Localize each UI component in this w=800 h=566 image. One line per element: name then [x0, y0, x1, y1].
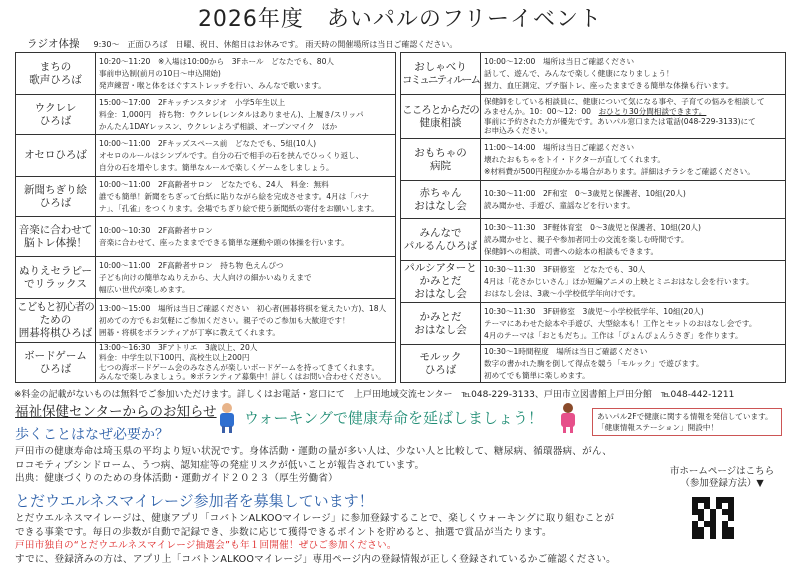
- event-line-text: 料金：中学生以下100円、高校生以上200円: [99, 352, 250, 362]
- fee-note: ※料金の記載がないものは無料でご参加いただけます。詳しくはお電話・窓口にて 上戸田地域交流センター ℡048-229-3133、戸田市立図書館上戸田分館 ℡048-442-1211: [14, 390, 735, 400]
- event-line: [99, 363, 392, 373]
- event-line: [484, 288, 782, 300]
- event-line-text: 子ども向けの簡単なぬりえから、大人向けの細かいぬりえまで: [99, 272, 312, 282]
- event-line: [484, 117, 782, 127]
- qr-caption-line: 市ホームページはこちら: [669, 466, 775, 477]
- event-line-text: 発声練習・喉と体をほぐすストレッチを行い、みんなで歌います。: [99, 80, 326, 90]
- event-line: [484, 306, 782, 318]
- event-description: [96, 95, 396, 135]
- event-line-text: 幅広い世代が楽しめます。: [99, 284, 190, 294]
- event-line: [484, 80, 782, 92]
- event-name-line: 脳トレ体操！: [24, 236, 87, 249]
- event-line: [484, 200, 782, 212]
- event-line: [484, 107, 782, 117]
- event-line-text: 保健師への相談、司書への絵本の相談もできます。: [484, 246, 659, 256]
- event-name-line: オセロひろば: [24, 149, 87, 161]
- event-line: [99, 191, 392, 203]
- event-line: [484, 188, 782, 200]
- event-line-text: 10:30～11:30 3F研修室 どなたでも、30人: [484, 264, 646, 274]
- event-line: [99, 162, 392, 174]
- event-description: [481, 53, 786, 95]
- event-line-text: 料金：1,000円 持ち物：ウクレレ(レンタルはありません)、上履き/スリッパ: [99, 109, 364, 119]
- mileage-paragraph: [15, 512, 616, 566]
- event-name: [16, 95, 96, 135]
- event-line: [99, 372, 392, 382]
- event-line-text: 読み聞かせと、親子や参加者同士の交流を楽しむ時間です。: [484, 234, 689, 244]
- walk-line: 戸田市の健康寿命は埼玉県の平均より短い状況です。身体活動・運動の量が多い人は、少ない人と比較して、糖尿病、循環器病、がん、: [15, 446, 613, 457]
- event-line-text: お申込みください。: [484, 126, 553, 136]
- event-line-text: 13:00～15:00 場所は当日ご確認ください 初心者(囲碁将棋を覚えたい方)、18人: [99, 303, 387, 313]
- event-line: [484, 276, 782, 288]
- event-line: [484, 346, 782, 358]
- event-row: [16, 299, 396, 343]
- walk-heading: 歩くことはなぜ必要か？: [15, 427, 169, 443]
- event-line: [99, 303, 392, 315]
- event-line-text: みんなで楽しみましょう。※ボランティア募集中！詳しくはお問い合わせください。: [99, 372, 386, 382]
- qr-caption: [662, 466, 782, 490]
- event-row: [401, 95, 786, 139]
- event-description: [96, 53, 396, 95]
- event-name: [16, 53, 96, 95]
- event-name: [401, 53, 481, 95]
- mileage-lottery-line: 戸田市独自の“とだウエルネスマイレージ抽選会”も年１回開催！ぜひご参加ください。: [15, 540, 397, 551]
- event-line-text: 10:00～12:00 場所は当日ご確認ください: [484, 56, 635, 66]
- event-name: [401, 139, 481, 181]
- event-line-text: 数字の書かれた駒を倒して得点を競う「モルック」で遊びます。: [484, 358, 704, 368]
- event-line: [484, 264, 782, 276]
- radio-text: 9:30～ 正面ひろば 日曜、祝日、休館日はお休みです。 雨天時の開催場所は当日ご確認ください。: [93, 40, 458, 49]
- event-line-text: 初めてでも簡単に楽しめます。: [484, 370, 590, 380]
- event-line-text: テーマにあわせた絵本や手遊び、大型絵本も！工作とセットのおはなし会です。: [484, 318, 757, 328]
- event-name: [401, 219, 481, 261]
- event-line: [484, 318, 782, 330]
- left-event-table: [15, 52, 396, 383]
- event-name-line: かみとだ: [419, 275, 462, 287]
- event-row: [16, 217, 396, 257]
- event-name-line: パルシアターと: [404, 262, 477, 274]
- event-line-text: 4月は「花さかじいさん」ほか短編アニメの上映とミニおはなし会を行います。: [484, 276, 754, 286]
- event-description: [96, 299, 396, 343]
- event-name: [401, 261, 481, 303]
- event-name-line: おはなし会: [414, 323, 467, 336]
- event-line: [99, 272, 392, 284]
- walk-line: ロコモティブシンドローム、うつ病、認知症等の発症リスクが低いことが報告されています。: [15, 459, 425, 471]
- event-line-text: オセロのルールはシンプルです。自分の石で相手の石を挟んでひっくり返し、: [99, 150, 364, 160]
- event-line-text: 10:30～11:00 2F和室 0～3歳児と保護者、10組(20人): [484, 188, 686, 198]
- event-row: [401, 303, 786, 345]
- event-line: [99, 179, 392, 191]
- event-row: [16, 135, 396, 177]
- event-line: [484, 358, 782, 370]
- event-row: [401, 219, 786, 261]
- event-line: [484, 246, 782, 258]
- event-line-text: 15:00～17:00 2Fキッチンスタジオ 小学5年生以上: [99, 97, 286, 107]
- event-line: [99, 284, 392, 296]
- event-name: [16, 257, 96, 299]
- event-line-text: 読み聞かせ、手遊び、童謡などを行います。: [484, 200, 635, 210]
- radio-label: ラジオ体操: [27, 38, 80, 50]
- event-line-text: 誰でも簡単！新聞をちぎって台紙に貼りながら絵を完成させます。4月は「バナ: [99, 191, 370, 201]
- event-name-line: コミュニティルーム: [402, 73, 480, 86]
- event-description: [96, 135, 396, 177]
- infobox-line: 「健康情報ステーション」開設中！: [597, 423, 719, 432]
- consult-duration: おひとり30分間相談できます。: [598, 106, 707, 116]
- right-event-table: [400, 52, 786, 383]
- event-name-line: 赤ちゃん: [419, 186, 462, 199]
- event-line-text: みませんか。10：00～12：00: [484, 106, 599, 116]
- event-row: [16, 95, 396, 135]
- event-line: [99, 203, 392, 215]
- event-name-line: ひろば: [39, 196, 72, 209]
- event-name: [16, 135, 96, 177]
- event-line: [99, 237, 392, 249]
- event-line-text: 10:00～11:00 2F高齢者サロン 持ち物 色えんぴつ: [99, 260, 284, 270]
- event-line: [484, 370, 782, 382]
- event-line-text: 話して、遊んで、みんなで楽しく健康になりましょう！: [484, 68, 674, 78]
- event-name-line: ひろば: [39, 114, 72, 127]
- event-name: [16, 177, 96, 217]
- event-line: [484, 56, 782, 68]
- event-row: [16, 257, 396, 299]
- event-line-text: 握力、血圧測定、プチ脳トレ、座ったままできる簡単な体操も行います。: [484, 80, 734, 90]
- event-line-text: 自分の石を増やします。簡単なルールで楽しくゲームをしましょう。: [99, 162, 334, 172]
- event-line-text: 事前に予約された方が優先です。あいパル窓口または電話(048-229-3133)にて: [484, 116, 756, 126]
- event-row: [401, 345, 786, 383]
- event-name: [401, 95, 481, 139]
- event-line-text: ※材料費が500円程度かかる場合があります。詳細はチラシをご確認ください。: [484, 166, 755, 176]
- event-name: [401, 345, 481, 383]
- page-title: 2026年度 あいパルのフリーイベント: [197, 7, 603, 32]
- event-description: [481, 219, 786, 261]
- walking-woman-icon: [557, 403, 579, 433]
- mileage-line: すでに、登録済みの方は、アプリ上「コバトンALKOOマイレージ」専用ページ内の登録情報が正しく登録されているかご確認ください。: [15, 553, 616, 565]
- event-row: [16, 343, 396, 383]
- event-name: [16, 343, 96, 383]
- event-line: [99, 138, 392, 150]
- event-description: [96, 217, 396, 257]
- event-name-line: 健康相談: [419, 116, 462, 129]
- event-name-line: ウクレレ: [34, 101, 77, 114]
- event-line-text: 事前申込制(前月の10日～申込開始): [99, 68, 221, 78]
- event-name-line: でリラックス: [24, 277, 87, 290]
- infobox-line: あいパル2Fで健康に関する情報を発信しています。: [597, 412, 773, 421]
- event-name-line: 新聞ちぎり絵: [24, 183, 87, 196]
- event-name-line: おもちゃの: [414, 146, 467, 159]
- event-row: [16, 177, 396, 217]
- event-name: [401, 303, 481, 345]
- event-line-text: 10:00～11:00 2F高齢者サロン どなたでも、24人 料金：無料: [99, 179, 329, 189]
- event-line: [484, 126, 782, 136]
- event-name-line: こどもと初心者の: [17, 301, 94, 313]
- walk-paragraph: [15, 445, 612, 486]
- event-line: [99, 353, 392, 363]
- event-name-line: 音楽に合わせて: [18, 223, 93, 236]
- event-line: [99, 343, 392, 353]
- event-name-line: 病院: [430, 159, 451, 172]
- event-line-text: かんたん1DAYレッスン、ウクレレよろず相談、オープンマイク ほか: [99, 121, 338, 131]
- event-name-line: こころとからだの: [402, 103, 479, 116]
- event-line: [484, 97, 782, 107]
- event-name: [16, 299, 96, 343]
- event-line: [99, 97, 392, 109]
- event-line-text: 4月のテーマは「おともだち」。工作は「ぴょんぴょんうさぎ」を作ります。: [484, 330, 743, 340]
- health-station-box: [592, 408, 782, 436]
- event-line: [99, 56, 392, 68]
- mileage-heading: とだウエルネスマイレージ参加者を募集しています！: [15, 492, 374, 510]
- event-name-line: パルるんひろば: [403, 239, 478, 252]
- event-line-text: おはなし会は、3歳～小学校低学年向けです。: [484, 288, 641, 298]
- event-line-text: 10:00～11:00 2Fキッズスペース前 どなたでも、5組(10人): [99, 138, 317, 148]
- event-line-text: 初めての方でもお気軽にご参加ください。親子でのご参加も大歓迎です！: [99, 315, 350, 325]
- event-name-line: ぬりえセラピー: [18, 264, 93, 277]
- event-line-text: 囲碁・将棋をボランティアが丁寧に教えてくれます。: [99, 327, 281, 337]
- event-row: [16, 53, 396, 95]
- event-name: [16, 217, 96, 257]
- event-line-text: 壊れたおもちゃをトイ・ドクターが直してくれます。: [484, 154, 665, 164]
- event-line: [99, 68, 392, 80]
- event-line: [99, 80, 392, 92]
- event-line-text: 10:30～11:30 3F軽体育室 0～3歳児と保護者、10組(20人): [484, 222, 701, 232]
- event-name-line: 歌声ひろば: [29, 73, 82, 86]
- event-line: [484, 222, 782, 234]
- event-row: [401, 53, 786, 95]
- event-line: [99, 260, 392, 272]
- event-description: [481, 261, 786, 303]
- event-line: [484, 166, 782, 178]
- event-line-text: 10:20～11:20 ※入場は10:00から 3Fホール どなたでも、80人: [99, 56, 335, 66]
- qr-module: [728, 533, 734, 539]
- event-line: [99, 327, 392, 339]
- event-line-text: 10:30～11:30 3F研修室 3歳児～小学校低学年、10組(20人): [484, 306, 704, 316]
- notice-heading: 福祉保健センターからのお知らせ: [15, 404, 217, 420]
- walk-line: 出典：健康づくりのための身体活動・運動ガイド２０２３（厚生労働省）: [15, 473, 338, 484]
- event-name-line: ひろば: [39, 362, 72, 375]
- walking-banner-text: ウォーキングで健康寿命を延ばしましょう！: [244, 409, 543, 427]
- event-line-text: 音楽に合わせて、座ったままでできる簡単な運動や頭の体操を行います。: [99, 237, 349, 247]
- event-name-line: 囲碁将棋ひろば: [18, 327, 93, 339]
- event-line: [484, 68, 782, 80]
- event-row: [401, 181, 786, 219]
- event-line-text: 七つの海ボードゲーム会のみなさんが楽しいボードゲームを持ってきてくれます。: [99, 362, 380, 372]
- event-name-line: おはなし会: [414, 288, 467, 300]
- qr-caption-line: （参加登録方法）▼: [680, 478, 764, 489]
- walking-man-icon: [216, 403, 238, 433]
- event-name-line: まちの: [39, 60, 72, 73]
- event-line: [99, 225, 392, 237]
- event-row: [401, 139, 786, 181]
- event-description: [481, 345, 786, 383]
- radio-exercise-info: [27, 38, 457, 51]
- event-line: [99, 121, 392, 133]
- walking-banner: [216, 403, 579, 433]
- event-name-line: おしゃべり: [414, 60, 467, 73]
- event-line-text: 11:00～14:00 場所は当日ご確認ください: [484, 142, 635, 152]
- event-name: [401, 181, 481, 219]
- event-line: [99, 109, 392, 121]
- mileage-line: とだウエルネスマイレージは、健康アプリ「コバトンALKOOマイレージ」に参加登録することで、楽しくウォーキングに取り組むことが: [15, 513, 615, 524]
- event-name-line: モルック: [419, 350, 462, 363]
- event-line: [484, 154, 782, 166]
- event-description: [481, 95, 786, 139]
- event-line: [484, 142, 782, 154]
- event-name-line: ための: [39, 314, 72, 326]
- event-line-text: 保健師をしている相談員に、健康について気になる事や、子育ての悩みを相談して: [484, 97, 765, 107]
- event-line: [484, 330, 782, 342]
- event-line: [99, 150, 392, 162]
- event-description: [481, 181, 786, 219]
- event-line-text: 13:00～16:30 3Fアトリエ 3歳以上、20人: [99, 343, 258, 353]
- event-description: [96, 257, 396, 299]
- event-name-line: かみとだ: [419, 310, 462, 323]
- event-row: [401, 261, 786, 303]
- event-line-text: 10:00～10:30 2F高齢者サロン: [99, 225, 213, 235]
- mileage-line: できる事業です。毎日の歩数が自動で記録でき、歩数に応じて獲得できるポイントを貯めると、抽選で賞品が当たります。: [15, 526, 552, 538]
- event-line: [484, 234, 782, 246]
- event-line: [99, 315, 392, 327]
- event-name-line: ボードゲーム: [24, 349, 87, 362]
- event-name-line: おはなし会: [414, 199, 467, 212]
- event-name-line: ひろば: [424, 363, 457, 376]
- event-description: [481, 303, 786, 345]
- event-description: [96, 177, 396, 217]
- qr-code[interactable]: [692, 497, 734, 539]
- event-name-line: みんなで: [419, 226, 462, 239]
- event-line-text: 10:30～1時間程度 場所は当日ご確認ください: [484, 346, 648, 356]
- event-line-text: ナ」、「孔雀」をつくります。会場でちぎり絵で使う新聞紙の寄付をお願いします。: [99, 203, 379, 213]
- event-description: [481, 139, 786, 181]
- event-description: [96, 343, 396, 383]
